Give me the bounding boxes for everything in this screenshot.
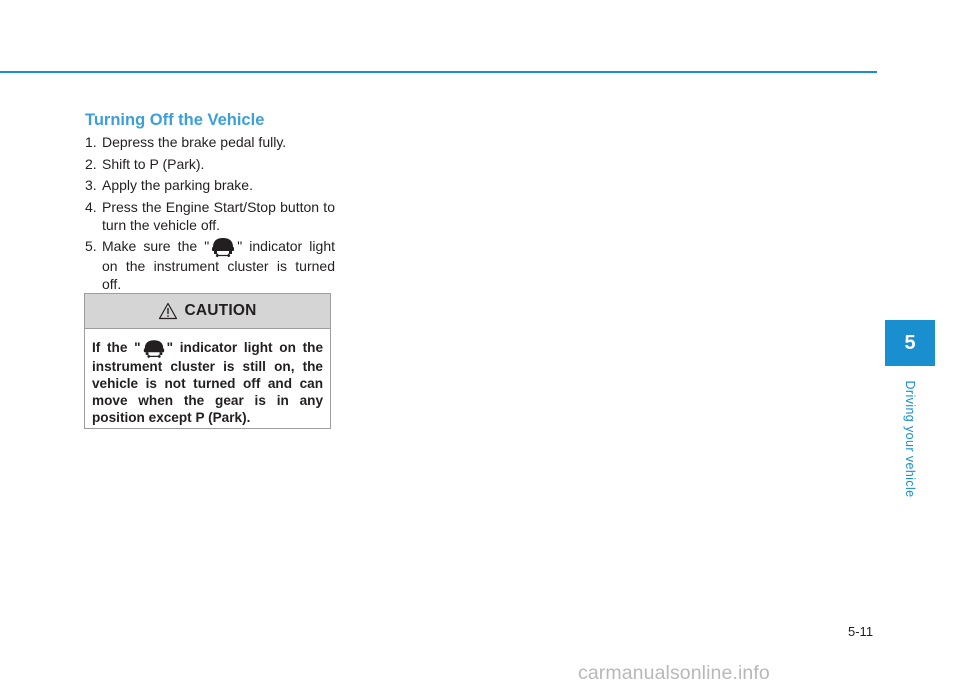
step-text: Apply the parking brake. xyxy=(102,177,253,193)
warning-triangle-icon xyxy=(158,302,178,320)
watermark: carmanualsonline.info xyxy=(578,662,770,684)
chapter-label: Driving your vehicle xyxy=(903,380,917,498)
list-item xyxy=(85,198,335,234)
step-number: 4. xyxy=(85,198,97,215)
caution-text-before: If the " xyxy=(92,340,141,356)
caution-box xyxy=(84,293,331,429)
chapter-tab xyxy=(885,320,935,366)
ready-car-icon xyxy=(142,339,166,358)
page-number: 5-11 xyxy=(848,624,874,639)
step-text: Shift to P (Park). xyxy=(102,155,205,172)
ready-car-icon xyxy=(210,237,236,257)
header-rule xyxy=(0,71,877,73)
caution-header xyxy=(85,294,330,329)
list-item xyxy=(85,237,335,293)
step-text: Depress the brake pedal fully. xyxy=(102,134,287,150)
list-item xyxy=(85,176,335,194)
step-list xyxy=(85,133,335,297)
step-number: 5. xyxy=(85,238,97,254)
step-text-before: Make sure the " xyxy=(102,238,210,254)
step-text: Press the Engine Start/Stop button to turn the vehicle off. xyxy=(102,198,335,233)
caution-text xyxy=(85,329,330,426)
caution-text-after: " indicator light on the instrument cluster is still on, the vehicle is not turned off and can move when the gear is in any position except P (Park). xyxy=(92,340,324,425)
caution-title: CAUTION xyxy=(184,302,257,319)
step-text-after: " indicator light on the instrument cluster is turned off. xyxy=(102,238,335,293)
step-number: 2. xyxy=(85,155,97,172)
chapter-number: 5 xyxy=(904,331,916,354)
step-number: 3. xyxy=(85,177,97,193)
section-heading: Turning Off the Vehicle xyxy=(85,111,265,129)
step-number: 1. xyxy=(85,134,97,150)
list-item xyxy=(85,155,335,173)
list-item xyxy=(85,133,335,151)
